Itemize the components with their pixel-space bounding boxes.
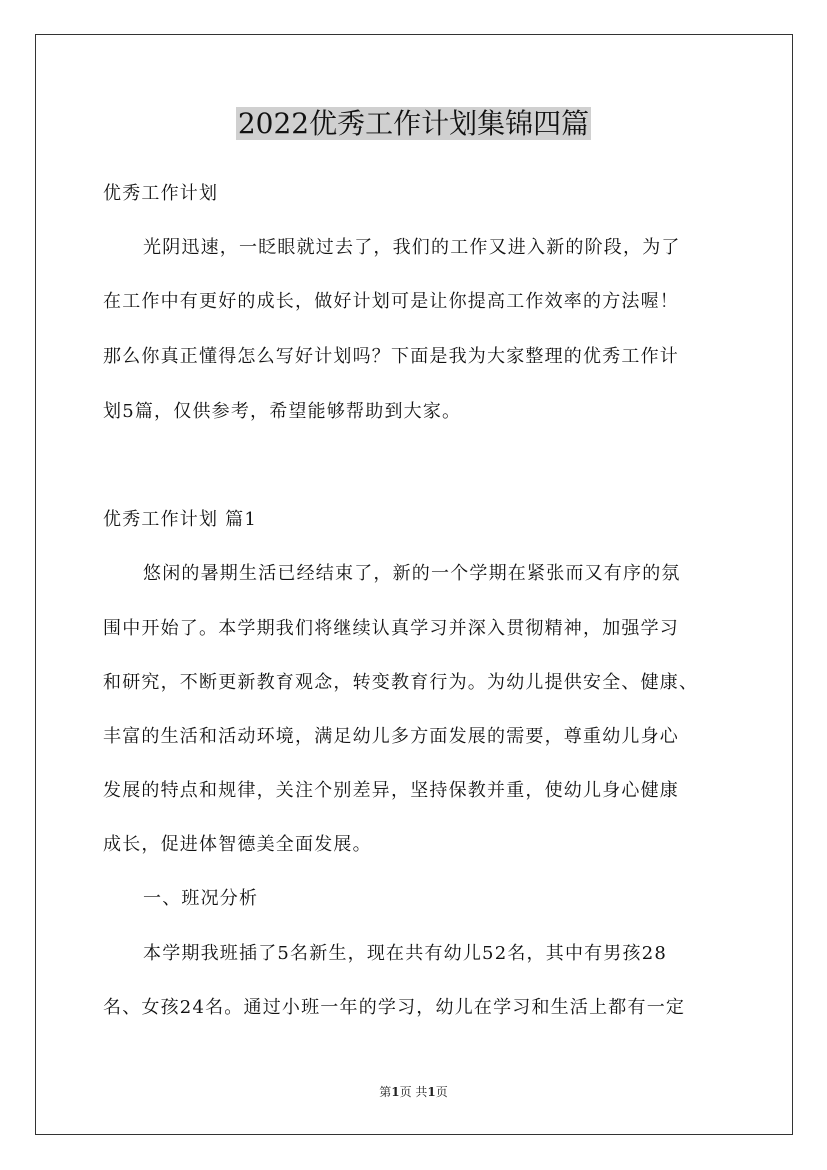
section-line: 本学期我班插了5名新生，现在共有幼儿52名，其中有男孩28 — [143, 943, 668, 964]
intro-line: 划5篇，仅供参考，希望能够帮助到大家。 — [103, 401, 462, 422]
document-title-text: 2022优秀工作计划集锦四篇 — [237, 107, 590, 140]
part1-line: 成长，促进体智德美全面发展。 — [103, 834, 372, 855]
part1-line: 和研究，不断更新教育观念，转变教育行为。为幼儿提供安全、健康、 — [103, 672, 699, 693]
document-title — [0, 104, 827, 144]
total-page-number: 1 — [427, 1085, 436, 1099]
section-line: 名、女孩24名。通过小班一年的学习，幼儿在学习和生活上都有一定 — [103, 997, 686, 1018]
part1-line: 悠闲的暑期生活已经结束了，新的一个学期在紧张而又有序的氛 — [143, 563, 681, 584]
intro-line: 那么你真正懂得怎么写好计划吗？下面是我为大家整理的优秀工作计 — [103, 346, 679, 367]
heading-part1: 优秀工作计划 篇1 — [103, 509, 257, 530]
page-prefix: 第 — [379, 1085, 392, 1099]
page-mid: 页 共 — [399, 1085, 428, 1099]
part1-line: 丰富的生活和活动环境，满足幼儿多方面发展的需要，尊重幼儿身心 — [103, 726, 679, 747]
current-page-number: 1 — [391, 1085, 400, 1099]
page-suffix: 页 — [435, 1085, 448, 1099]
intro-line: 光阴迅速，一眨眼就过去了，我们的工作又进入新的阶段，为了 — [143, 237, 681, 258]
part1-line: 发展的特点和规律，关注个别差异，坚持保教并重，使幼儿身心健康 — [103, 780, 679, 801]
section-heading: 一、班况分析 — [143, 888, 259, 909]
heading-intro: 优秀工作计划 — [103, 183, 219, 204]
intro-line: 在工作中有更好的成长，做好计划可是让你提高工作效率的方法喔！ — [103, 291, 679, 312]
part1-line: 围中开始了。本学期我们将继续认真学习并深入贯彻精神，加强学习 — [103, 618, 679, 639]
page-footer — [0, 1084, 827, 1100]
